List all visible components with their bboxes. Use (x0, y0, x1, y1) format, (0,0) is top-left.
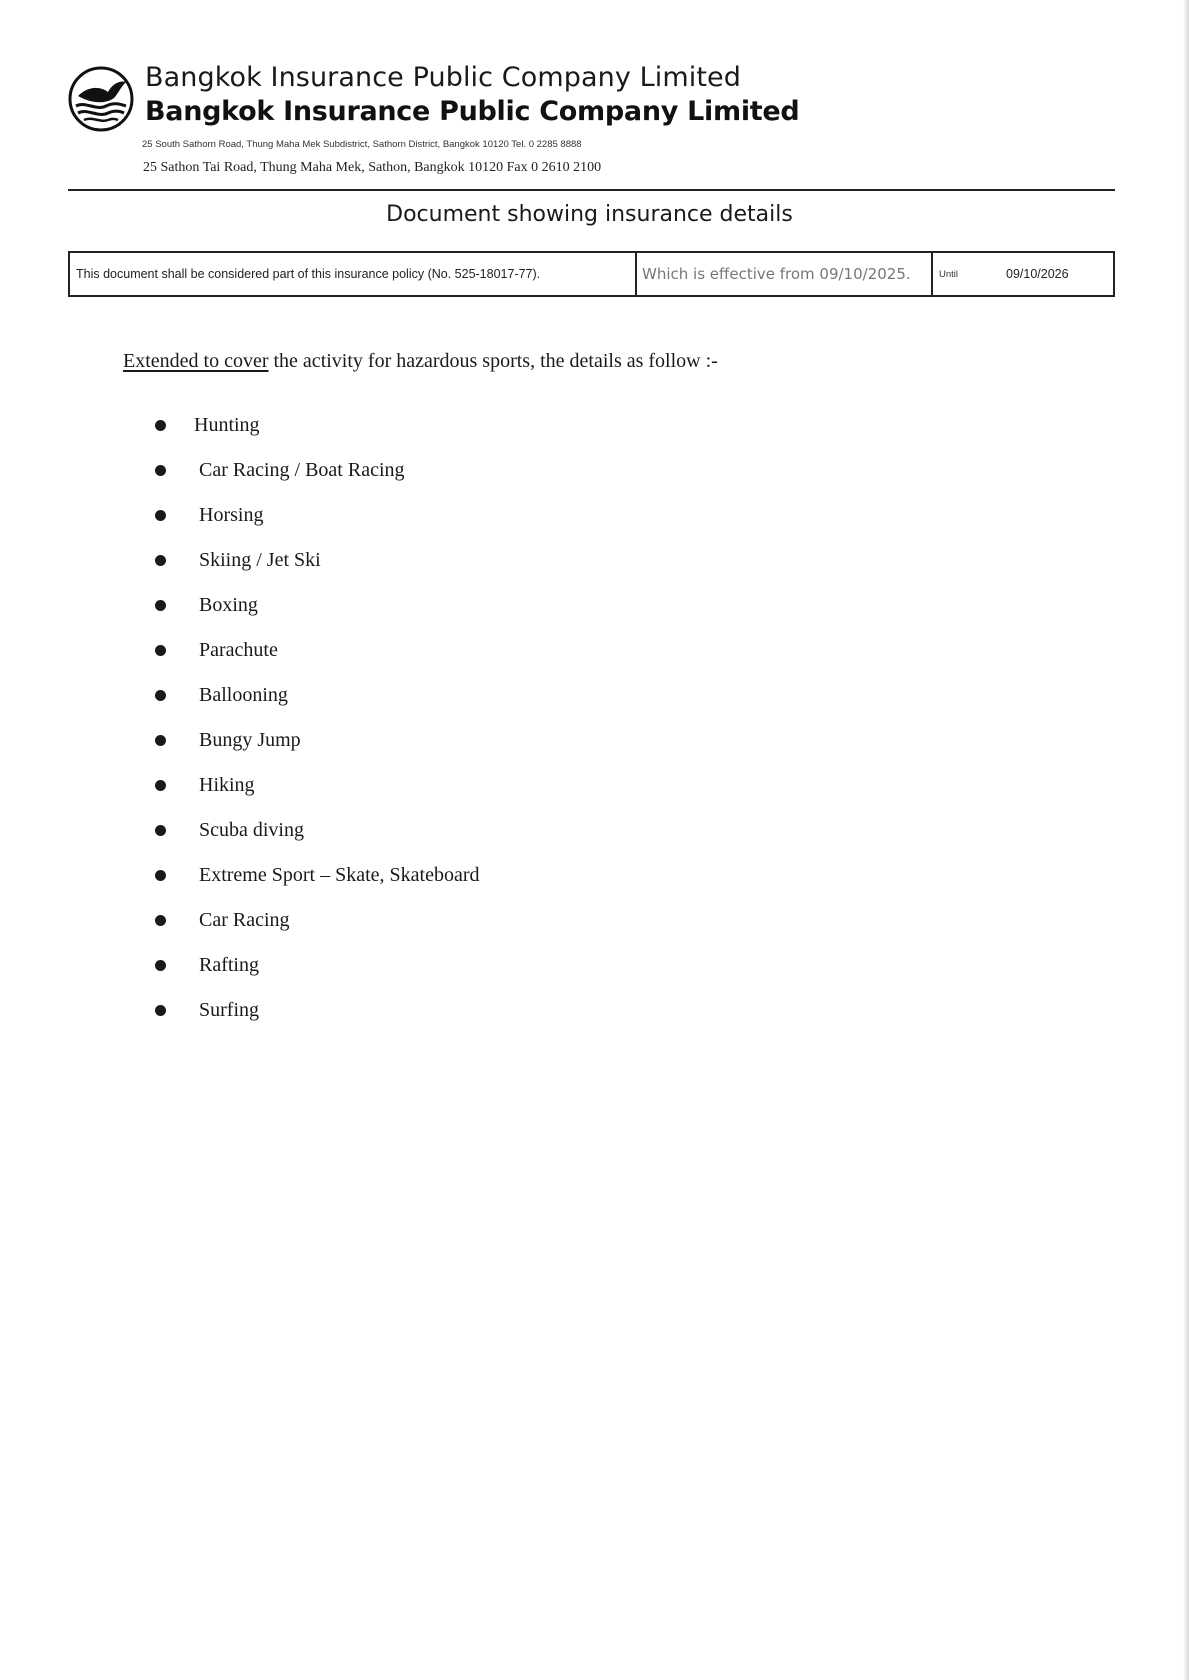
sport-label: Hiking (199, 774, 255, 796)
until-label-cell: Until (939, 268, 959, 280)
list-item (155, 414, 480, 459)
policy-details-table (68, 251, 1115, 297)
company-address-line-1: 25 South Sathorn Road, Thung Maha Mek Subdistrict, Sathorn District, Bangkok 10120 Tel. 0 2285 8888 (142, 139, 582, 150)
list-item (155, 549, 480, 594)
bullet-icon (155, 600, 166, 611)
bullet-icon (155, 1005, 166, 1016)
list-item (155, 639, 480, 684)
bullet-icon (155, 960, 166, 971)
bullet-icon (155, 825, 166, 836)
sport-label: Horsing (199, 504, 264, 526)
hazardous-sports-list (155, 414, 480, 1044)
sport-label: Hunting (194, 414, 260, 436)
list-item (155, 504, 480, 549)
policy-number-cell: This document shall be considered part of this insurance policy (No. 525-18017-77). (70, 253, 637, 295)
document-title-text: Document showing insurance details (386, 202, 793, 227)
coverage-intro-rest: the activity for hazardous sports, the details as follow :- (268, 350, 718, 372)
list-item (155, 729, 480, 774)
sport-label: Scuba diving (199, 819, 304, 841)
sport-label: Car Racing / Boat Racing (199, 459, 405, 481)
list-item (155, 594, 480, 639)
bullet-icon (155, 780, 166, 791)
company-name-bold: Bangkok Insurance Public Company Limited (145, 96, 800, 127)
company-name: Bangkok Insurance Public Company Limited (145, 62, 741, 93)
bullet-icon (155, 915, 166, 926)
list-item (155, 999, 480, 1044)
list-item (155, 459, 480, 504)
list-item (155, 774, 480, 819)
expiry-date-cell: 09/10/2026 (1006, 267, 1069, 281)
list-item (155, 954, 480, 999)
bullet-icon (155, 555, 166, 566)
company-address-line-2: 25 Sathon Tai Road, Thung Maha Mek, Sathon, Bangkok 10120 Fax 0 2610 2100 (143, 160, 602, 175)
bullet-icon (155, 870, 166, 881)
sport-label: Surfing (199, 999, 259, 1021)
scan-edge-shadow (1183, 0, 1189, 1680)
sport-label: Bungy Jump (199, 729, 301, 751)
bullet-icon (155, 645, 166, 656)
bird-over-waves-logo-icon (68, 66, 134, 132)
sport-label: Extreme Sport – Skate, Skateboard (199, 864, 480, 886)
coverage-intro-underlined: Extended to cover (123, 350, 269, 372)
sport-label: Ballooning (199, 684, 288, 706)
list-item (155, 819, 480, 864)
sport-label: Skiing / Jet Ski (199, 549, 321, 571)
sport-label: Rafting (199, 954, 259, 976)
list-item (155, 684, 480, 729)
list-item (155, 864, 480, 909)
effective-date-cell: Which is effective from 09/10/2025. (637, 253, 933, 295)
sport-label: Parachute (199, 639, 278, 661)
sport-label: Boxing (199, 594, 258, 616)
sport-label: Car Racing (199, 909, 290, 931)
bullet-icon (155, 690, 166, 701)
list-item (155, 909, 480, 954)
bullet-icon (155, 510, 166, 521)
bullet-icon (155, 465, 166, 476)
bullet-icon (155, 420, 166, 431)
bullet-icon (155, 735, 166, 746)
header-divider (68, 189, 1115, 191)
document-title (0, 202, 1189, 227)
coverage-intro (123, 350, 718, 373)
